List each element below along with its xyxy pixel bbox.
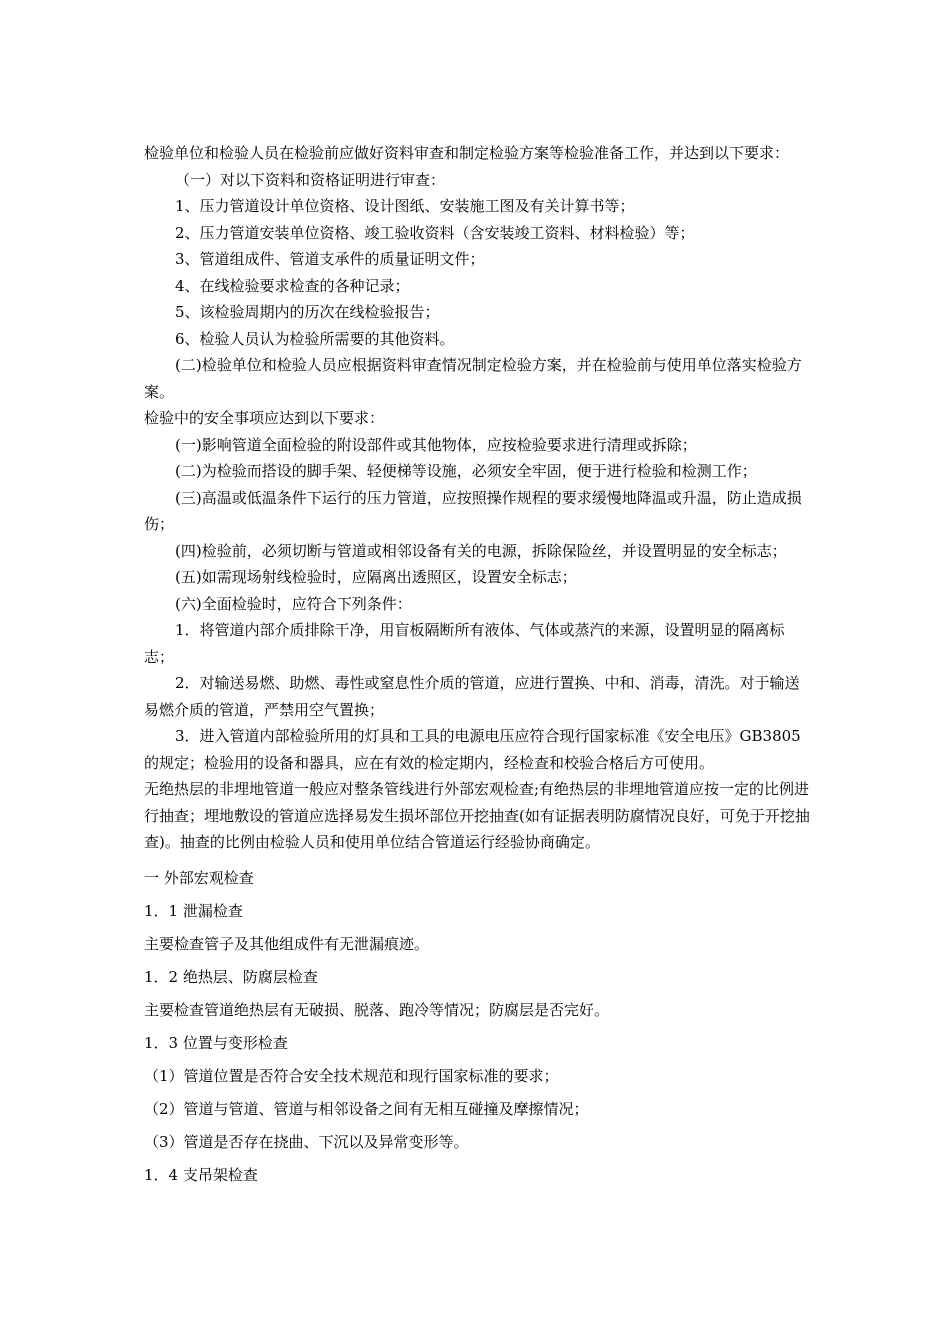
review-item-3: 3、管道组成件、管道支承件的质量证明文件； <box>175 250 485 268</box>
position-item-1: （1）管道位置是否符合安全技术规范和现行国家标准的要求； <box>144 1066 559 1085</box>
safety-item-2: (二)为检验而搭设的脚手架、轻便梯等设施，必须安全牢固，便于进行检验和检测工作； <box>175 462 757 480</box>
review-item-6: 6、检验人员认为检验所需要的其他资料。 <box>175 329 455 348</box>
condition-item-3: 3．进入管道内部检验所用的灯具和工具的电源电压应符合现行国家标准《安全电压》GB3805 的规定；检验用的设备和器具，应在有效的检定期内，经检查和校验合格后方可使用。 <box>144 727 801 772</box>
subsection-support: 1．4 支吊架检查 <box>144 1165 258 1184</box>
intro-paragraph: 检验单位和检验人员在检验前应做好资料审查和制定检验方案等检验准备工作，并达到以下要求： <box>144 144 790 162</box>
review-item-1: 1、压力管道设计单位资格、设计图纸、安装施工图及有关计算书等； <box>175 197 635 215</box>
subsection-position: 1．3 位置与变形检查 <box>144 1033 288 1052</box>
subsection-insulation: 1．2 绝热层、防腐层检查 <box>144 967 318 986</box>
insulation-text: 主要检查管道绝热层有无破损、脱落、跑冷等情况；防腐层是否完好。 <box>144 1000 610 1019</box>
review-item-4: 4、在线检验要求检查的各种记录； <box>175 276 410 295</box>
subsection-leak: 1．1 泄漏检查 <box>144 901 243 920</box>
safety-item-3: (三)高温或低温条件下运行的压力管道，应按照操作规程的要求缓慢地降温或升温，防止造成损伤； <box>144 488 802 533</box>
safety-heading: 检验中的安全事项应达到以下要求： <box>144 409 385 427</box>
document-body <box>144 140 814 1192</box>
safety-item-5: (五)如需现场射线检验时，应隔离出透照区，设置安全标志； <box>175 568 577 586</box>
safety-item-6: (六)全面检验时，应符合下列条件： <box>175 594 412 613</box>
review-item-5: 5、该检验周期内的历次在线检验报告； <box>175 303 440 321</box>
review-heading: （一）对以下资料和资格证明进行审查： <box>175 170 446 189</box>
plan-paragraph: (二)检验单位和检验人员应根据资料审查情况制定检验方案，并在检验前与使用单位落实检验方案。 <box>144 356 802 401</box>
condition-item-1: 1．将管道内部介质排除干净，用盲板隔断所有液体、气体或蒸汽的来源，设置明显的隔离标志； <box>144 621 785 666</box>
safety-item-1: (一)影响管道全面检验的附设部件或其他物体，应按检验要求进行清理或拆除； <box>175 435 697 454</box>
condition-item-2: 2．对输送易燃、助燃、毒性或窒息性介质的管道，应进行置换、中和、消毒，清洗。对于输送易燃介质的管道，严禁用空气置换； <box>144 674 800 719</box>
position-item-3: （3）管道是否存在挠曲、下沉以及异常变形等。 <box>144 1132 469 1151</box>
position-item-2: （2）管道与管道、管道与相邻设备之间有无相互碰撞及摩擦情况； <box>144 1099 589 1118</box>
inspection-scope-paragraph: 无绝热层的非埋地管道一般应对整条管线进行外部宏观检查;有绝热层的非埋地管道应按一定的比例进行抽查；埋地敷设的管道应选择易发生损坏部位开挖抽查(如有证据表明防腐情况良好，可免于开挖抽查)。抽查的比例由检验人员和使用单位结合管道运行经验协商确定。 <box>144 780 810 851</box>
review-item-2: 2、压力管道安装单位资格、竣工验收资料（含安装竣工资料、材料检验）等； <box>175 223 695 242</box>
safety-item-4: (四)检验前，必须切断与管道或相邻设备有关的电源，拆除保险丝，并设置明显的安全标志； <box>175 541 787 560</box>
leak-text: 主要检查管子及其他组成件有无泄漏痕迹。 <box>144 934 430 953</box>
section-heading-external: 一 外部宏观检查 <box>144 868 254 887</box>
